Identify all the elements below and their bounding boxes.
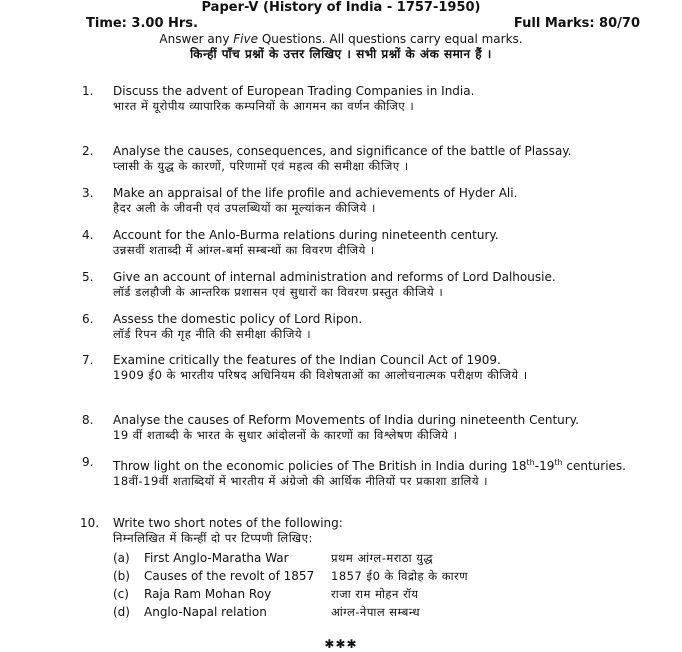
- note-english: Causes of the revolt of 1857: [144, 569, 315, 583]
- note-english: Anglo-Napal relation: [144, 605, 267, 619]
- note-english: First Anglo-Maratha War: [144, 551, 289, 565]
- question-english: Analyse the causes, consequences, and significance of the battle of Plassay.: [113, 144, 572, 158]
- question-8: [82, 413, 642, 443]
- question-10: [82, 516, 642, 546]
- superscript: th: [554, 458, 563, 467]
- question-text-part: -19: [534, 459, 555, 473]
- question-number: 6.: [82, 312, 94, 326]
- question-hindi: निम्नलिखित में किन्हीं दो पर टिप्पणी लिखिए:: [113, 531, 313, 545]
- question-english: Analyse the causes of Reform Movements of India during nineteenth Century.: [113, 413, 579, 427]
- exam-time: Time: 3.00 Hrs.: [86, 16, 198, 31]
- question-number: 4.: [82, 228, 94, 242]
- note-item-a: [113, 549, 633, 567]
- instructions-emphasis: Five: [233, 32, 259, 46]
- question-4: [82, 228, 642, 258]
- instructions-hindi: किन्हीं पाँच प्रश्नों के उत्तर लिखिए । सभी प्रश्नों के अंक समान हैं ।: [190, 47, 492, 61]
- question-hindi: 18वीं-19वीं शताब्दियों में भारतीय में अंग्रेजो की आर्थिक नीतियों पर प्रकाशा डालिये ।: [113, 474, 489, 488]
- note-hindi: प्रथम आंग्ल-मराठा युद्ध: [331, 551, 434, 565]
- note-item-b: [113, 567, 633, 585]
- superscript: th: [526, 458, 535, 467]
- question-hindi: लॉर्ड डलहौजी के आन्तरिक प्रशासन एवं सुधारों का विवरण प्रस्तुत कीजिये ।: [113, 285, 444, 299]
- question-2: [82, 144, 642, 174]
- question-hindi: लॉर्ड रिपन की गृह नीति की समीक्षा कीजिये ।: [113, 327, 312, 341]
- question-hindi: उन्नसवीं शताब्दी में आंग्ल-बर्मा सम्बन्धों का विवरण दीजिये ।: [113, 243, 375, 257]
- paper-title: Paper-V (History of India - 1757-1950): [201, 0, 481, 15]
- question-english: Examine critically the features of the Indian Council Act of 1909.: [113, 353, 501, 367]
- question-6: [82, 312, 642, 342]
- note-label: (c): [113, 587, 129, 601]
- note-hindi: आंग्ल-नेपाल सम्बन्ध: [331, 605, 421, 619]
- question-english: Make an appraisal of the life profile and achievements of Hyder Ali.: [113, 186, 518, 200]
- question-number: 5.: [82, 270, 94, 284]
- question-1: [82, 84, 642, 114]
- question-hindi: प्लासी के युद्ध के कारणों, परिणामों एवं महत्व की समीक्षा कीजिए ।: [113, 159, 409, 173]
- question-9: [82, 455, 642, 489]
- instructions-text-2: Questions. All questions carry equal marks.: [258, 32, 523, 46]
- question-english: [113, 455, 642, 474]
- end-ornament: ✱✱✱: [324, 637, 358, 651]
- note-hindi: राजा राम मोहन रॉय: [331, 587, 419, 601]
- question-3: [82, 186, 642, 216]
- question-english: Write two short notes of the following:: [113, 516, 343, 530]
- question-hindi: 19 वीं शताब्दी के भारत के सुधार आंदोलनों के कारणों का विश्लेषण कीजिये ।: [113, 428, 458, 442]
- note-english: Raja Ram Mohan Roy: [144, 587, 272, 601]
- question-number: 10.: [80, 516, 100, 530]
- question-number: 9.: [82, 455, 94, 469]
- full-marks: Full Marks: 80/70: [513, 16, 640, 31]
- question-number: 2.: [82, 144, 94, 158]
- note-label: (b): [113, 569, 130, 583]
- note-label: (d): [113, 605, 130, 619]
- question-hindi: 1909 ई0 के भारतीय परिषद अधिनियम की विशेषताओं का आलोचनात्मक परीक्षण कीजिये ।: [113, 368, 528, 382]
- note-item-c: [113, 585, 633, 603]
- instructions-text-1: Answer any: [159, 32, 234, 46]
- instructions-english: [0, 32, 682, 47]
- question-hindi: भारत में यूरोपीय व्यापारिक कम्पनियों के आगमन का वर्णन कीजिए ।: [113, 99, 415, 113]
- question-english: Give an account of internal administration and reforms of Lord Dalhousie.: [113, 270, 556, 284]
- question-text-part: Throw light on the economic policies of The British in India during 18: [113, 459, 527, 473]
- short-notes-list: [113, 549, 633, 621]
- question-number: 8.: [82, 413, 94, 427]
- question-hindi: हैदर अली के जीवनी एवं उपलब्धियों का मूल्यांकन कीजिये ।: [113, 201, 376, 215]
- note-hindi: 1857 ई0 के विद्रोह के कारण: [331, 569, 469, 583]
- question-english: Assess the domestic policy of Lord Ripon.: [113, 312, 363, 326]
- question-number: 7.: [82, 353, 94, 367]
- question-number: 3.: [82, 186, 94, 200]
- note-label: (a): [113, 551, 130, 565]
- question-7: [82, 353, 642, 383]
- question-number: 1.: [82, 84, 94, 98]
- question-english: Discuss the advent of European Trading Companies in India.: [113, 84, 475, 98]
- question-text-part: centuries.: [562, 459, 626, 473]
- note-item-d: [113, 603, 633, 621]
- question-english: Account for the Anlo-Burma relations during nineteenth century.: [113, 228, 499, 242]
- question-5: [82, 270, 642, 300]
